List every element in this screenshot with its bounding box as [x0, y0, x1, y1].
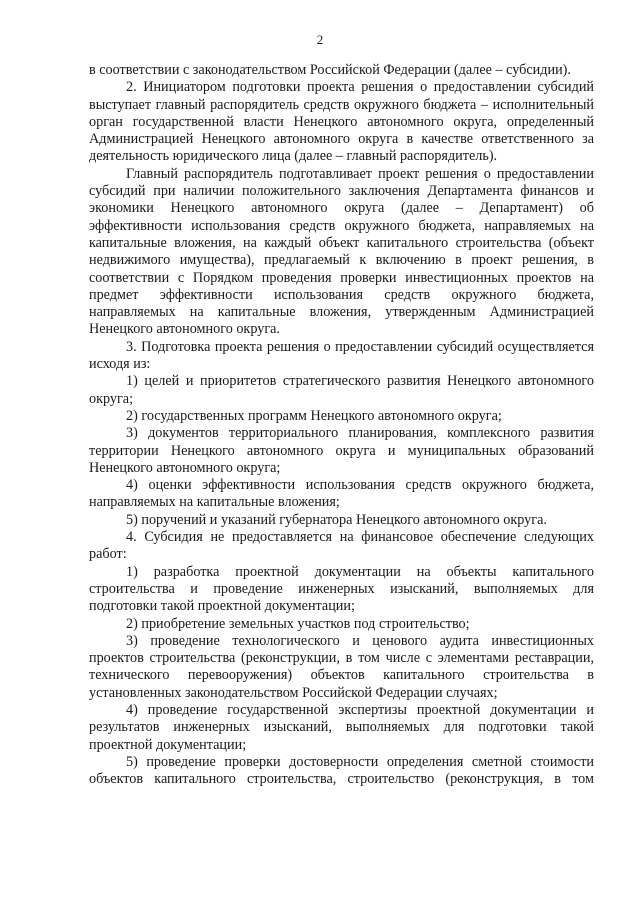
list-item-3-2: 2) государственных программ Ненецкого автономного округа; — [126, 407, 502, 424]
list-item-4-2: 2) приобретение земельных участков под строительство; — [126, 615, 470, 632]
list-item-3-4: 4) оценки эффективности использования средств окружного бюджета, направляемых на капитальные вложения; — [89, 477, 594, 511]
list-item-4-4: 4) проведение государственной экспертизы проектной документации и результатов инженерных изысканий, выполняемых для подготовки такой проектной документации; — [89, 701, 594, 753]
paragraph-2-initiator: 2. Инициатором подготовки проекта решения о предоставлении субсидий выступает главный распорядитель средств окружного бюджета – исполнительный орган государственной власти Ненецкого автономного округа, определенный Администрацией Ненецкого автономного округа в качестве ответственного за деятельность юридического лица (далее – главный распорядитель). — [89, 79, 594, 165]
list-item-3-5: 5) поручений и указаний губернатора Ненецкого автономного округа. — [126, 511, 547, 528]
paragraph-4-not-provided: 4. Субсидия не предоставляется на финансовое обеспечение следующих работ: — [89, 529, 594, 563]
list-item-3-3: 3) документов территориального планирования, комплексного развития территории Ненецкого автономного округа и муниципальных образований Ненецкого автономного округа; — [89, 425, 594, 476]
list-item-3-1: 1) целей и приоритетов стратегического развития Ненецкого автономного округа; — [89, 373, 594, 407]
paragraph-3-preparation: 3. Подготовка проекта решения о предоставлении субсидий осуществляется исходя из: — [89, 338, 594, 373]
list-item-4-1: 1) разработка проектной документации на объекты капитального строительства и проведение инженерных изысканий, выполняемых для подготовки такой проектной документации; — [89, 563, 594, 615]
list-item-4-3: 3) проведение технологического и ценового аудита инвестиционных проектов строительства (реконструкции, в том числе с элементами реставрации, технического перевооружения) объектов капитального строительства в установленных законодательством Российской Федерации случаях; — [89, 632, 594, 701]
paragraph-main-administrator: Главный распорядитель подготавливает проект решения о предоставлении субсидий при наличии положительного заключения Департамента финансов и экономики Ненецкого автономного округа (далее – Департамент) об эффективности использования средств окружного бюджета, направляемых на капитальные вложения, на каждый объект капитального строительства (объект недвижимого имущества), предлагаемый к включению в проект решения, в соответствии с Порядком проведения проверки инвестиционных проектов на предмет эффективности использования средств окружного бюджета, направляемых на капитальные вложения, утвержденным Администрацией Ненецкого автономного округа. — [89, 165, 594, 338]
list-item-4-5: 5) проведение проверки достоверности определения сметной стоимости объектов капитального строительства, строительство (реконструкция, в том — [89, 753, 594, 788]
document-body — [89, 62, 594, 788]
paragraph-subsidy-definition-end: в соответствии с законодательством Российской Федерации (далее – субсидии). — [89, 62, 571, 78]
page-number: 2 — [316, 32, 324, 47]
